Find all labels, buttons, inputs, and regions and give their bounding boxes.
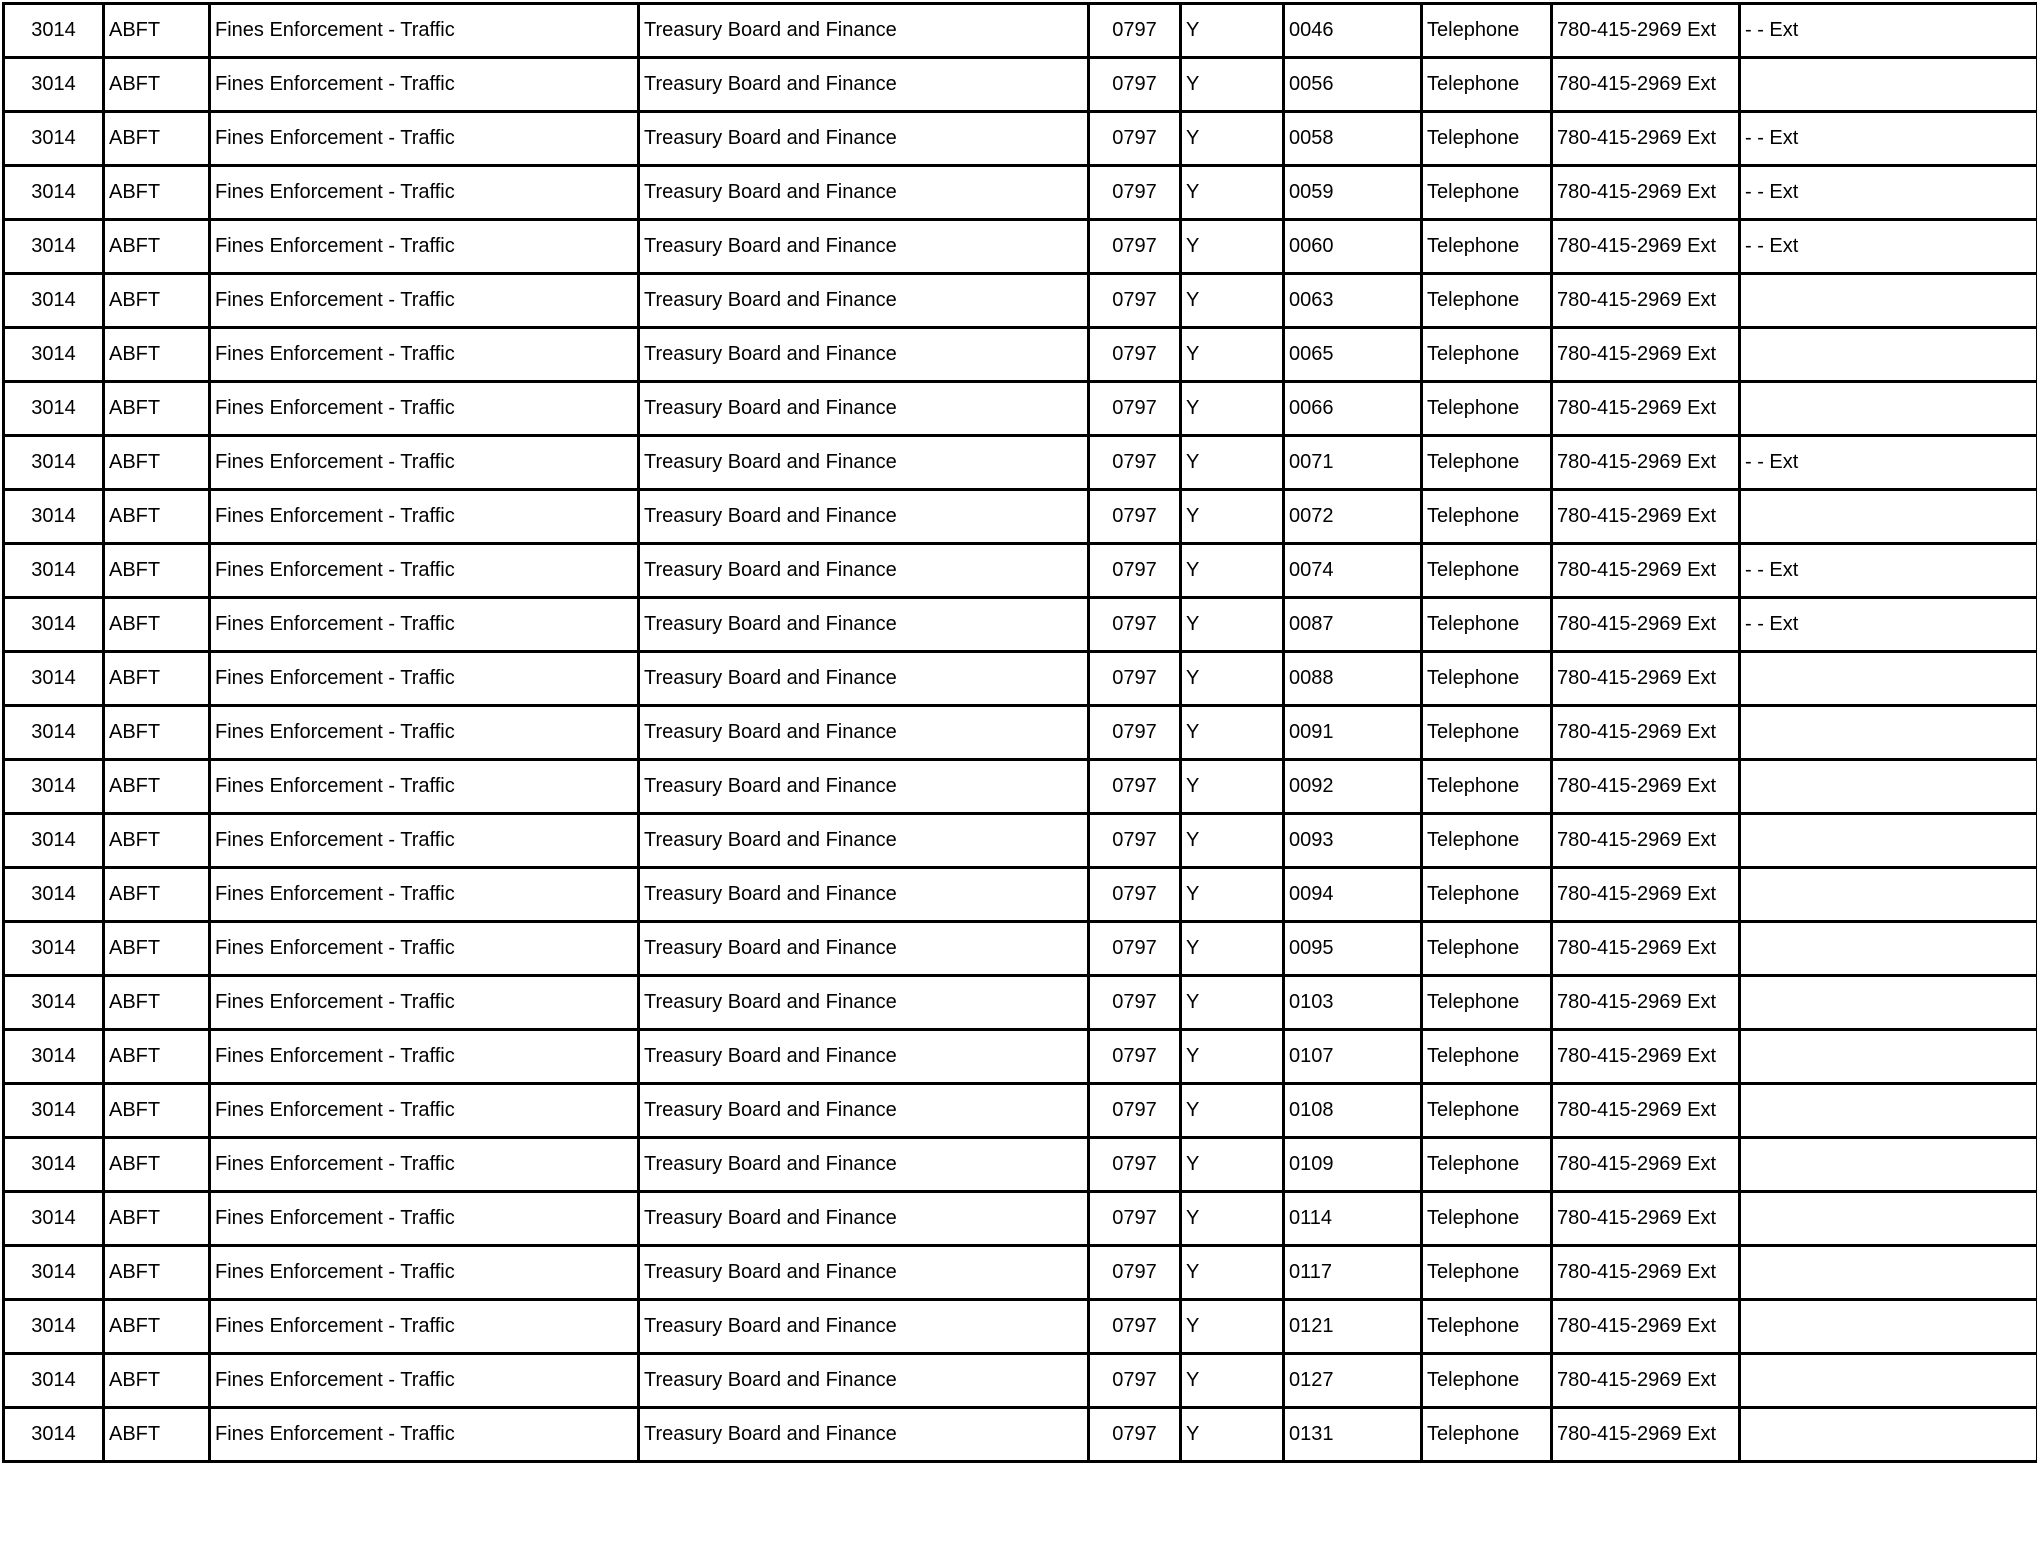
cell-sequence-number: 0046	[1284, 4, 1422, 58]
cell-phone-number: 780-415-2969 Ext	[1552, 544, 1740, 598]
cell-ministry: Treasury Board and Finance	[639, 4, 1089, 58]
cell-extension: - - Ext	[1740, 166, 2037, 220]
cell-sequence-number: 0131	[1284, 1408, 1422, 1462]
cell-agency-code: ABFT	[104, 382, 210, 436]
cell-phone-number: 780-415-2969 Ext	[1552, 598, 1740, 652]
table-row	[4, 436, 2037, 490]
cell-sequence-number: 0065	[1284, 328, 1422, 382]
cell-ministry: Treasury Board and Finance	[639, 166, 1089, 220]
cell-active-flag: Y	[1181, 220, 1284, 274]
cell-ministry: Treasury Board and Finance	[639, 58, 1089, 112]
table-row	[4, 706, 2037, 760]
cell-phone-number: 780-415-2969 Ext	[1552, 166, 1740, 220]
cell-sequence-number: 0095	[1284, 922, 1422, 976]
cell-phone-number: 780-415-2969 Ext	[1552, 922, 1740, 976]
cell-extension	[1740, 1030, 2037, 1084]
cell-org-code: 0797	[1089, 598, 1181, 652]
cell-ministry: Treasury Board and Finance	[639, 1192, 1089, 1246]
cell-extension: - - Ext	[1740, 598, 2037, 652]
cell-ministry: Treasury Board and Finance	[639, 760, 1089, 814]
cell-office-code: 3014	[4, 706, 104, 760]
cell-active-flag: Y	[1181, 544, 1284, 598]
table-row	[4, 1300, 2037, 1354]
cell-active-flag: Y	[1181, 868, 1284, 922]
cell-sequence-number: 0087	[1284, 598, 1422, 652]
cell-ministry: Treasury Board and Finance	[639, 1408, 1089, 1462]
cell-active-flag: Y	[1181, 1246, 1284, 1300]
table-row	[4, 868, 2037, 922]
cell-phone-number: 780-415-2969 Ext	[1552, 1300, 1740, 1354]
cell-org-code: 0797	[1089, 4, 1181, 58]
cell-org-code: 0797	[1089, 760, 1181, 814]
cell-contact-type: Telephone	[1422, 1030, 1552, 1084]
cell-org-code: 0797	[1089, 814, 1181, 868]
cell-active-flag: Y	[1181, 922, 1284, 976]
cell-contact-type: Telephone	[1422, 598, 1552, 652]
cell-sequence-number: 0074	[1284, 544, 1422, 598]
cell-agency-code: ABFT	[104, 868, 210, 922]
cell-org-code: 0797	[1089, 490, 1181, 544]
cell-sequence-number: 0094	[1284, 868, 1422, 922]
cell-office-name: Fines Enforcement - Traffic	[210, 922, 639, 976]
cell-org-code: 0797	[1089, 328, 1181, 382]
cell-active-flag: Y	[1181, 760, 1284, 814]
cell-extension	[1740, 706, 2037, 760]
cell-agency-code: ABFT	[104, 112, 210, 166]
cell-office-code: 3014	[4, 1300, 104, 1354]
cell-active-flag: Y	[1181, 436, 1284, 490]
cell-agency-code: ABFT	[104, 1084, 210, 1138]
cell-extension	[1740, 490, 2037, 544]
cell-office-name: Fines Enforcement - Traffic	[210, 976, 639, 1030]
cell-contact-type: Telephone	[1422, 1354, 1552, 1408]
cell-sequence-number: 0109	[1284, 1138, 1422, 1192]
cell-extension	[1740, 58, 2037, 112]
cell-office-code: 3014	[4, 976, 104, 1030]
cell-agency-code: ABFT	[104, 922, 210, 976]
cell-agency-code: ABFT	[104, 490, 210, 544]
cell-phone-number: 780-415-2969 Ext	[1552, 4, 1740, 58]
cell-sequence-number: 0063	[1284, 274, 1422, 328]
cell-active-flag: Y	[1181, 490, 1284, 544]
cell-office-code: 3014	[4, 220, 104, 274]
cell-office-name: Fines Enforcement - Traffic	[210, 1354, 639, 1408]
cell-phone-number: 780-415-2969 Ext	[1552, 1138, 1740, 1192]
cell-office-name: Fines Enforcement - Traffic	[210, 868, 639, 922]
cell-active-flag: Y	[1181, 652, 1284, 706]
cell-office-code: 3014	[4, 1408, 104, 1462]
cell-agency-code: ABFT	[104, 1192, 210, 1246]
cell-office-name: Fines Enforcement - Traffic	[210, 760, 639, 814]
cell-extension: - - Ext	[1740, 436, 2037, 490]
cell-office-code: 3014	[4, 328, 104, 382]
cell-extension	[1740, 274, 2037, 328]
data-table	[2, 2, 2037, 1463]
cell-phone-number: 780-415-2969 Ext	[1552, 976, 1740, 1030]
cell-office-code: 3014	[4, 274, 104, 328]
cell-ministry: Treasury Board and Finance	[639, 220, 1089, 274]
cell-sequence-number: 0072	[1284, 490, 1422, 544]
cell-agency-code: ABFT	[104, 166, 210, 220]
cell-office-name: Fines Enforcement - Traffic	[210, 1138, 639, 1192]
cell-ministry: Treasury Board and Finance	[639, 598, 1089, 652]
cell-extension: - - Ext	[1740, 4, 2037, 58]
cell-sequence-number: 0066	[1284, 382, 1422, 436]
cell-phone-number: 780-415-2969 Ext	[1552, 328, 1740, 382]
cell-office-code: 3014	[4, 490, 104, 544]
cell-phone-number: 780-415-2969 Ext	[1552, 490, 1740, 544]
cell-agency-code: ABFT	[104, 976, 210, 1030]
cell-contact-type: Telephone	[1422, 814, 1552, 868]
cell-office-name: Fines Enforcement - Traffic	[210, 1408, 639, 1462]
cell-org-code: 0797	[1089, 922, 1181, 976]
cell-phone-number: 780-415-2969 Ext	[1552, 1030, 1740, 1084]
cell-contact-type: Telephone	[1422, 868, 1552, 922]
cell-contact-type: Telephone	[1422, 1300, 1552, 1354]
table-row	[4, 544, 2037, 598]
cell-ministry: Treasury Board and Finance	[639, 436, 1089, 490]
cell-office-name: Fines Enforcement - Traffic	[210, 1084, 639, 1138]
cell-contact-type: Telephone	[1422, 976, 1552, 1030]
cell-extension: - - Ext	[1740, 220, 2037, 274]
cell-extension	[1740, 652, 2037, 706]
cell-ministry: Treasury Board and Finance	[639, 382, 1089, 436]
cell-active-flag: Y	[1181, 706, 1284, 760]
table-row	[4, 1030, 2037, 1084]
cell-sequence-number: 0121	[1284, 1300, 1422, 1354]
cell-office-code: 3014	[4, 382, 104, 436]
cell-sequence-number: 0103	[1284, 976, 1422, 1030]
cell-office-code: 3014	[4, 922, 104, 976]
cell-agency-code: ABFT	[104, 760, 210, 814]
cell-active-flag: Y	[1181, 166, 1284, 220]
cell-sequence-number: 0059	[1284, 166, 1422, 220]
cell-agency-code: ABFT	[104, 652, 210, 706]
cell-contact-type: Telephone	[1422, 706, 1552, 760]
cell-ministry: Treasury Board and Finance	[639, 652, 1089, 706]
cell-ministry: Treasury Board and Finance	[639, 544, 1089, 598]
cell-agency-code: ABFT	[104, 814, 210, 868]
cell-active-flag: Y	[1181, 4, 1284, 58]
cell-office-name: Fines Enforcement - Traffic	[210, 382, 639, 436]
cell-org-code: 0797	[1089, 112, 1181, 166]
cell-active-flag: Y	[1181, 1408, 1284, 1462]
cell-office-code: 3014	[4, 598, 104, 652]
cell-active-flag: Y	[1181, 1138, 1284, 1192]
cell-org-code: 0797	[1089, 1084, 1181, 1138]
cell-phone-number: 780-415-2969 Ext	[1552, 814, 1740, 868]
cell-office-name: Fines Enforcement - Traffic	[210, 328, 639, 382]
cell-phone-number: 780-415-2969 Ext	[1552, 868, 1740, 922]
table-body	[4, 4, 2037, 1462]
cell-org-code: 0797	[1089, 706, 1181, 760]
cell-sequence-number: 0060	[1284, 220, 1422, 274]
cell-contact-type: Telephone	[1422, 112, 1552, 166]
cell-agency-code: ABFT	[104, 328, 210, 382]
cell-phone-number: 780-415-2969 Ext	[1552, 382, 1740, 436]
table-row	[4, 652, 2037, 706]
cell-phone-number: 780-415-2969 Ext	[1552, 58, 1740, 112]
cell-agency-code: ABFT	[104, 706, 210, 760]
cell-phone-number: 780-415-2969 Ext	[1552, 652, 1740, 706]
table-row	[4, 1354, 2037, 1408]
cell-office-name: Fines Enforcement - Traffic	[210, 4, 639, 58]
cell-contact-type: Telephone	[1422, 490, 1552, 544]
table-row	[4, 814, 2037, 868]
cell-contact-type: Telephone	[1422, 328, 1552, 382]
cell-ministry: Treasury Board and Finance	[639, 1354, 1089, 1408]
cell-active-flag: Y	[1181, 112, 1284, 166]
cell-ministry: Treasury Board and Finance	[639, 1300, 1089, 1354]
cell-office-name: Fines Enforcement - Traffic	[210, 598, 639, 652]
cell-active-flag: Y	[1181, 382, 1284, 436]
cell-contact-type: Telephone	[1422, 544, 1552, 598]
cell-office-name: Fines Enforcement - Traffic	[210, 706, 639, 760]
cell-ministry: Treasury Board and Finance	[639, 922, 1089, 976]
cell-org-code: 0797	[1089, 166, 1181, 220]
cell-office-code: 3014	[4, 544, 104, 598]
cell-org-code: 0797	[1089, 1354, 1181, 1408]
cell-extension	[1740, 1300, 2037, 1354]
table-row	[4, 1246, 2037, 1300]
cell-agency-code: ABFT	[104, 544, 210, 598]
cell-office-code: 3014	[4, 760, 104, 814]
cell-office-code: 3014	[4, 1084, 104, 1138]
table-row	[4, 1408, 2037, 1462]
cell-org-code: 0797	[1089, 1030, 1181, 1084]
cell-contact-type: Telephone	[1422, 166, 1552, 220]
cell-phone-number: 780-415-2969 Ext	[1552, 1408, 1740, 1462]
cell-office-code: 3014	[4, 436, 104, 490]
cell-phone-number: 780-415-2969 Ext	[1552, 274, 1740, 328]
cell-extension	[1740, 1084, 2037, 1138]
cell-agency-code: ABFT	[104, 220, 210, 274]
table-row	[4, 58, 2037, 112]
cell-org-code: 0797	[1089, 1300, 1181, 1354]
table-row	[4, 760, 2037, 814]
cell-phone-number: 780-415-2969 Ext	[1552, 1246, 1740, 1300]
cell-agency-code: ABFT	[104, 274, 210, 328]
cell-org-code: 0797	[1089, 1138, 1181, 1192]
cell-office-name: Fines Enforcement - Traffic	[210, 1300, 639, 1354]
cell-active-flag: Y	[1181, 1192, 1284, 1246]
cell-office-code: 3014	[4, 58, 104, 112]
cell-contact-type: Telephone	[1422, 922, 1552, 976]
cell-agency-code: ABFT	[104, 1354, 210, 1408]
cell-agency-code: ABFT	[104, 1300, 210, 1354]
cell-office-name: Fines Enforcement - Traffic	[210, 166, 639, 220]
cell-office-name: Fines Enforcement - Traffic	[210, 220, 639, 274]
cell-ministry: Treasury Board and Finance	[639, 274, 1089, 328]
cell-active-flag: Y	[1181, 1354, 1284, 1408]
table-row	[4, 598, 2037, 652]
cell-contact-type: Telephone	[1422, 220, 1552, 274]
cell-org-code: 0797	[1089, 868, 1181, 922]
cell-office-code: 3014	[4, 868, 104, 922]
cell-phone-number: 780-415-2969 Ext	[1552, 1354, 1740, 1408]
cell-sequence-number: 0093	[1284, 814, 1422, 868]
cell-extension	[1740, 922, 2037, 976]
cell-contact-type: Telephone	[1422, 1246, 1552, 1300]
table-row	[4, 166, 2037, 220]
cell-contact-type: Telephone	[1422, 760, 1552, 814]
cell-ministry: Treasury Board and Finance	[639, 1084, 1089, 1138]
cell-contact-type: Telephone	[1422, 1084, 1552, 1138]
cell-sequence-number: 0092	[1284, 760, 1422, 814]
cell-extension	[1740, 1246, 2037, 1300]
cell-office-name: Fines Enforcement - Traffic	[210, 1030, 639, 1084]
cell-office-code: 3014	[4, 166, 104, 220]
cell-agency-code: ABFT	[104, 4, 210, 58]
cell-contact-type: Telephone	[1422, 274, 1552, 328]
cell-extension	[1740, 868, 2037, 922]
cell-ministry: Treasury Board and Finance	[639, 706, 1089, 760]
cell-sequence-number: 0056	[1284, 58, 1422, 112]
cell-office-name: Fines Enforcement - Traffic	[210, 1192, 639, 1246]
cell-office-name: Fines Enforcement - Traffic	[210, 490, 639, 544]
cell-extension	[1740, 328, 2037, 382]
cell-contact-type: Telephone	[1422, 1138, 1552, 1192]
cell-ministry: Treasury Board and Finance	[639, 814, 1089, 868]
cell-sequence-number: 0058	[1284, 112, 1422, 166]
cell-extension	[1740, 1354, 2037, 1408]
cell-sequence-number: 0114	[1284, 1192, 1422, 1246]
table-row	[4, 112, 2037, 166]
cell-extension	[1740, 760, 2037, 814]
cell-ministry: Treasury Board and Finance	[639, 976, 1089, 1030]
cell-office-name: Fines Enforcement - Traffic	[210, 1246, 639, 1300]
table-row	[4, 922, 2037, 976]
cell-contact-type: Telephone	[1422, 4, 1552, 58]
cell-phone-number: 780-415-2969 Ext	[1552, 760, 1740, 814]
cell-phone-number: 780-415-2969 Ext	[1552, 1084, 1740, 1138]
cell-office-name: Fines Enforcement - Traffic	[210, 436, 639, 490]
table-row	[4, 382, 2037, 436]
cell-org-code: 0797	[1089, 58, 1181, 112]
table-row	[4, 1138, 2037, 1192]
cell-sequence-number: 0071	[1284, 436, 1422, 490]
cell-office-code: 3014	[4, 1030, 104, 1084]
table-row	[4, 328, 2037, 382]
cell-phone-number: 780-415-2969 Ext	[1552, 706, 1740, 760]
cell-office-code: 3014	[4, 814, 104, 868]
cell-phone-number: 780-415-2969 Ext	[1552, 436, 1740, 490]
cell-org-code: 0797	[1089, 1192, 1181, 1246]
table-row	[4, 1084, 2037, 1138]
cell-agency-code: ABFT	[104, 1030, 210, 1084]
cell-office-code: 3014	[4, 1138, 104, 1192]
cell-office-name: Fines Enforcement - Traffic	[210, 652, 639, 706]
cell-org-code: 0797	[1089, 220, 1181, 274]
cell-office-name: Fines Enforcement - Traffic	[210, 58, 639, 112]
cell-phone-number: 780-415-2969 Ext	[1552, 1192, 1740, 1246]
cell-org-code: 0797	[1089, 436, 1181, 490]
cell-ministry: Treasury Board and Finance	[639, 1246, 1089, 1300]
cell-contact-type: Telephone	[1422, 652, 1552, 706]
cell-active-flag: Y	[1181, 328, 1284, 382]
cell-agency-code: ABFT	[104, 1408, 210, 1462]
cell-sequence-number: 0107	[1284, 1030, 1422, 1084]
table-row	[4, 274, 2037, 328]
cell-office-name: Fines Enforcement - Traffic	[210, 274, 639, 328]
cell-org-code: 0797	[1089, 976, 1181, 1030]
table-row	[4, 1192, 2037, 1246]
cell-agency-code: ABFT	[104, 1138, 210, 1192]
cell-contact-type: Telephone	[1422, 382, 1552, 436]
cell-office-code: 3014	[4, 112, 104, 166]
cell-active-flag: Y	[1181, 598, 1284, 652]
cell-ministry: Treasury Board and Finance	[639, 490, 1089, 544]
cell-sequence-number: 0108	[1284, 1084, 1422, 1138]
cell-org-code: 0797	[1089, 274, 1181, 328]
cell-office-code: 3014	[4, 4, 104, 58]
cell-active-flag: Y	[1181, 814, 1284, 868]
cell-office-name: Fines Enforcement - Traffic	[210, 112, 639, 166]
cell-extension	[1740, 1138, 2037, 1192]
cell-extension: - - Ext	[1740, 544, 2037, 598]
cell-active-flag: Y	[1181, 1030, 1284, 1084]
table-row	[4, 220, 2037, 274]
cell-ministry: Treasury Board and Finance	[639, 1030, 1089, 1084]
table-row	[4, 490, 2037, 544]
cell-org-code: 0797	[1089, 382, 1181, 436]
cell-agency-code: ABFT	[104, 436, 210, 490]
cell-office-name: Fines Enforcement - Traffic	[210, 544, 639, 598]
cell-ministry: Treasury Board and Finance	[639, 112, 1089, 166]
cell-sequence-number: 0117	[1284, 1246, 1422, 1300]
cell-ministry: Treasury Board and Finance	[639, 868, 1089, 922]
cell-agency-code: ABFT	[104, 58, 210, 112]
cell-contact-type: Telephone	[1422, 436, 1552, 490]
cell-extension: - - Ext	[1740, 112, 2037, 166]
cell-extension	[1740, 814, 2037, 868]
cell-agency-code: ABFT	[104, 1246, 210, 1300]
cell-extension	[1740, 382, 2037, 436]
cell-extension	[1740, 1408, 2037, 1462]
cell-org-code: 0797	[1089, 652, 1181, 706]
table-row	[4, 4, 2037, 58]
cell-office-code: 3014	[4, 1354, 104, 1408]
cell-office-code: 3014	[4, 1246, 104, 1300]
cell-extension	[1740, 976, 2037, 1030]
cell-org-code: 0797	[1089, 1246, 1181, 1300]
cell-ministry: Treasury Board and Finance	[639, 328, 1089, 382]
cell-office-code: 3014	[4, 1192, 104, 1246]
cell-org-code: 0797	[1089, 1408, 1181, 1462]
cell-contact-type: Telephone	[1422, 1192, 1552, 1246]
cell-org-code: 0797	[1089, 544, 1181, 598]
cell-active-flag: Y	[1181, 1084, 1284, 1138]
cell-sequence-number: 0127	[1284, 1354, 1422, 1408]
cell-active-flag: Y	[1181, 1300, 1284, 1354]
cell-contact-type: Telephone	[1422, 58, 1552, 112]
cell-phone-number: 780-415-2969 Ext	[1552, 112, 1740, 166]
cell-active-flag: Y	[1181, 274, 1284, 328]
table-row	[4, 976, 2037, 1030]
cell-active-flag: Y	[1181, 976, 1284, 1030]
cell-extension	[1740, 1192, 2037, 1246]
cell-active-flag: Y	[1181, 58, 1284, 112]
cell-ministry: Treasury Board and Finance	[639, 1138, 1089, 1192]
cell-phone-number: 780-415-2969 Ext	[1552, 220, 1740, 274]
cell-sequence-number: 0088	[1284, 652, 1422, 706]
cell-office-name: Fines Enforcement - Traffic	[210, 814, 639, 868]
cell-sequence-number: 0091	[1284, 706, 1422, 760]
cell-contact-type: Telephone	[1422, 1408, 1552, 1462]
cell-office-code: 3014	[4, 652, 104, 706]
cell-agency-code: ABFT	[104, 598, 210, 652]
